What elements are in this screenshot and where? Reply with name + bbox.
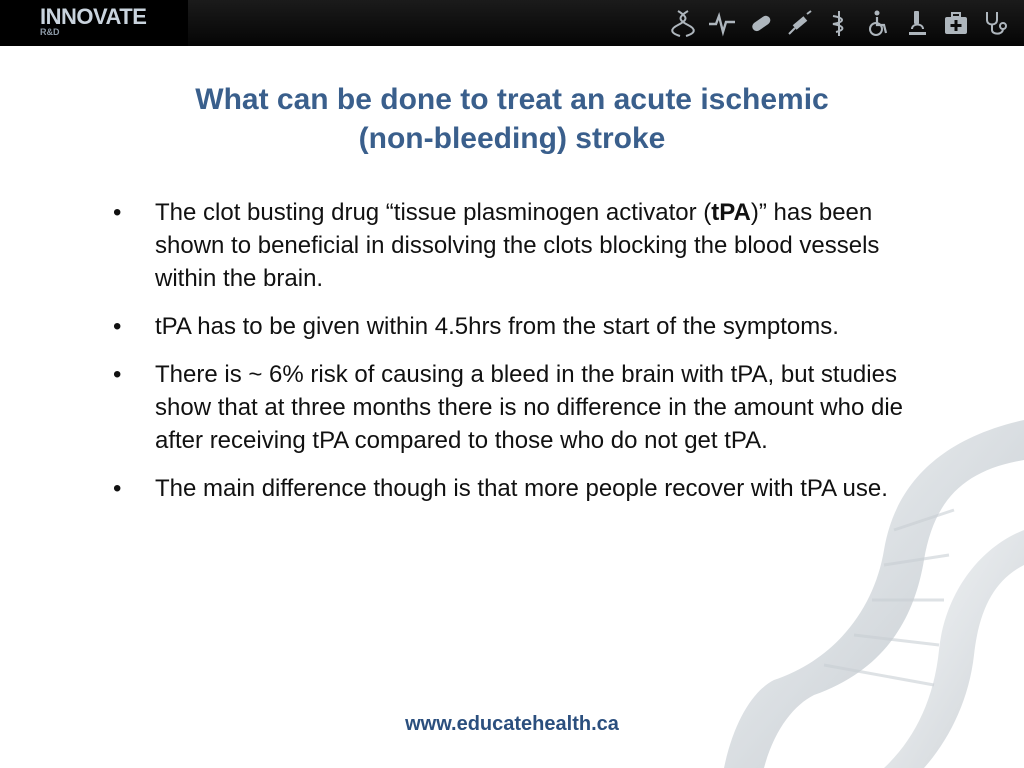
bullet-text-before: The clot busting drug “tissue plasminogen activator ( xyxy=(155,199,712,226)
bullet-item xyxy=(113,310,928,343)
first-aid-kit-icon xyxy=(941,8,971,38)
stethoscope-icon xyxy=(980,8,1010,38)
bullet-item xyxy=(113,196,928,295)
medical-icon-strip xyxy=(668,0,1010,46)
bullet-text-after: )” has been shown to beneficial in dissolving the clots blocking the blood vessels within the brain. xyxy=(155,199,880,292)
bullet-marker: • xyxy=(113,199,122,226)
bullet-list xyxy=(113,196,928,520)
microscope-icon xyxy=(902,8,932,38)
dna-icon xyxy=(668,8,698,38)
heartbeat-icon xyxy=(707,8,737,38)
bullet-item xyxy=(113,472,928,505)
bullet-marker: • xyxy=(113,475,122,502)
bullet-text: tPA has to be given within 4.5hrs from the start of the symptoms. xyxy=(155,313,839,340)
bullet-text: The main difference though is that more people recover with tPA use. xyxy=(155,475,888,502)
syringe-icon xyxy=(785,8,815,38)
bullet-marker: • xyxy=(113,361,122,388)
footer-url[interactable]: www.educatehealth.ca xyxy=(405,713,619,735)
innovate-logo xyxy=(0,0,188,46)
logo-sub-text: R&D xyxy=(40,27,60,37)
wheelchair-icon xyxy=(863,8,893,38)
slide-title-line-1: What can be done to treat an acute ischemic xyxy=(195,83,829,116)
slide-title xyxy=(100,80,924,158)
bullet-text-bold: tPA xyxy=(711,199,751,226)
bullet-text: There is ~ 6% risk of causing a bleed in the brain with tPA, but studies show that at three months there is no difference in the amount who die after receiving tPA compared to those who do not get tPA. xyxy=(155,361,904,454)
caduceus-icon xyxy=(824,8,854,38)
bullet-marker: • xyxy=(113,313,122,340)
logo-main-text: INNOVATE xyxy=(40,4,147,29)
pill-icon xyxy=(746,8,776,38)
slide-title-line-2: (non-bleeding) stroke xyxy=(358,122,666,155)
header-bar xyxy=(0,0,1024,46)
bullet-item xyxy=(113,358,928,457)
